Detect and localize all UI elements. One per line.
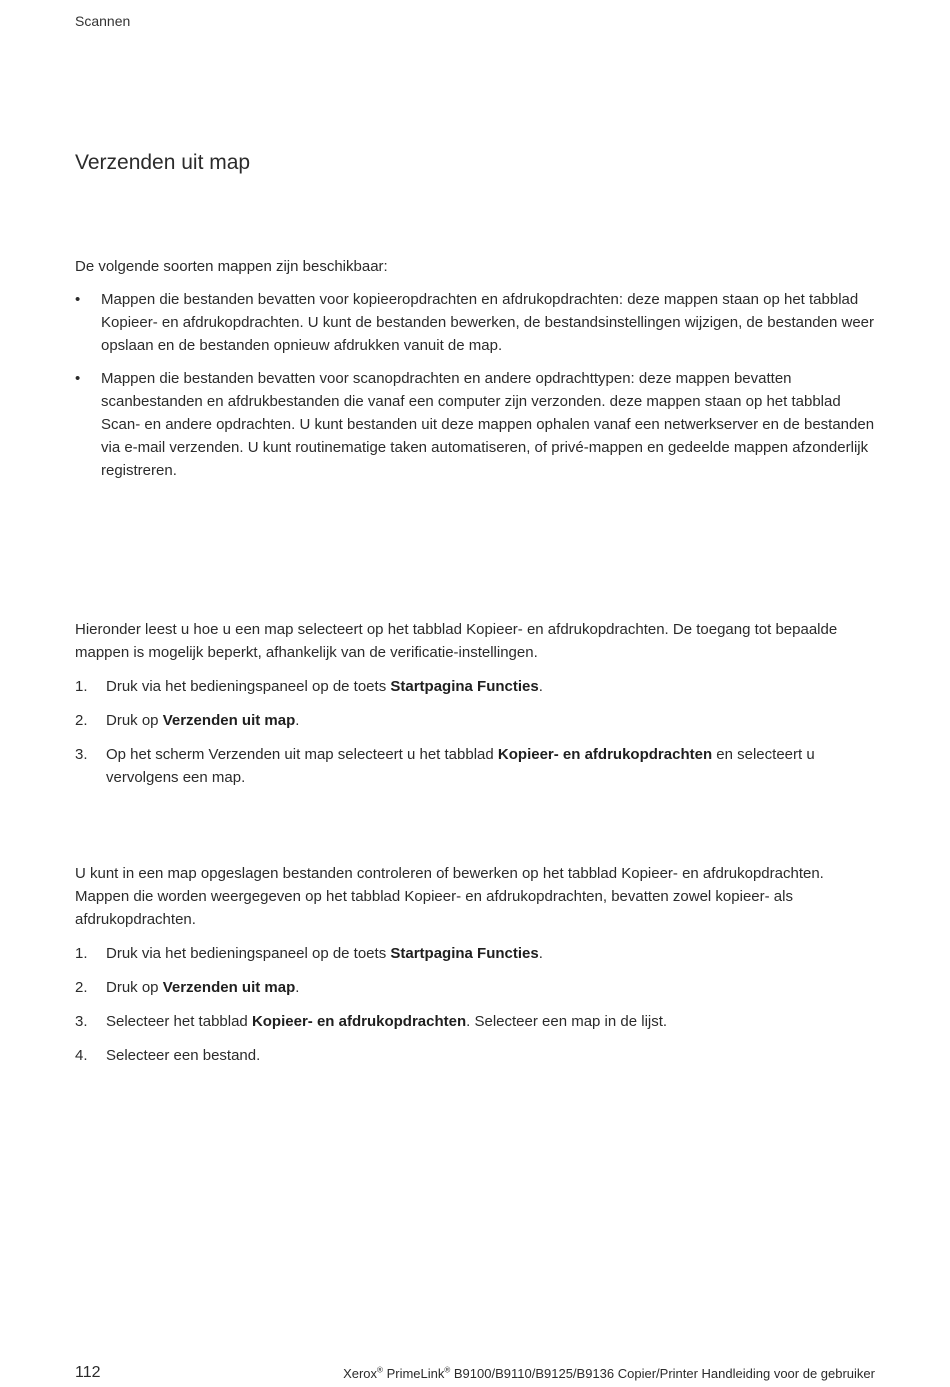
section-title: Verzenden uit map bbox=[75, 151, 251, 174]
step-tail: . bbox=[295, 712, 300, 729]
select-folder-lead: Hieronder leest u hoe u een map selecteert op het tabblad Kopieer- en afdrukopdrachten. De toegang tot bepaalde mappen is mogelijk beperkt, afhankelijk van de verificatie-instellingen. bbox=[75, 621, 838, 661]
intro-block bbox=[75, 255, 875, 492]
select-folder-block bbox=[75, 618, 875, 800]
step-number: 3. bbox=[75, 1013, 88, 1030]
step-bold: Verzenden uit map bbox=[162, 712, 296, 729]
step-bold: Startpagina Functies bbox=[390, 678, 539, 695]
bullet-icon: • bbox=[75, 370, 81, 387]
step-text: Op het scherm Verzenden uit map selecteert u het tabblad bbox=[106, 746, 498, 763]
folder-types-list bbox=[75, 288, 875, 482]
list-item bbox=[75, 367, 875, 482]
step-bold: Kopieer- en afdrukopdrachten bbox=[251, 1013, 467, 1030]
step-number: 3. bbox=[75, 746, 88, 763]
step-item bbox=[75, 743, 875, 789]
registered-mark: ® bbox=[444, 1365, 451, 1375]
step-tail: . bbox=[295, 979, 300, 996]
step-number: 4. bbox=[75, 1047, 88, 1064]
footer-product-title bbox=[343, 1366, 875, 1381]
footer-brand: Xerox bbox=[343, 1366, 378, 1381]
chapter-header: Scannen bbox=[75, 13, 131, 29]
list-item bbox=[75, 288, 875, 357]
step-bold: Kopieer- en afdrukopdrachten bbox=[497, 746, 713, 763]
step-item bbox=[75, 1044, 875, 1067]
step-item bbox=[75, 709, 875, 732]
footer-product: PrimeLink bbox=[386, 1366, 445, 1381]
check-files-steps bbox=[75, 942, 875, 1067]
step-tail: en selecteert u vervolgens een map. bbox=[106, 746, 815, 786]
step-bold: Startpagina Functies bbox=[390, 945, 539, 962]
step-item bbox=[75, 675, 875, 698]
step-tail: . Selecteer een map in de lijst. bbox=[466, 1013, 668, 1030]
step-number: 2. bbox=[75, 712, 88, 729]
step-text: Druk via het bedieningspaneel op de toets bbox=[106, 678, 391, 695]
step-text: Druk via het bedieningspaneel op de toets bbox=[106, 945, 391, 962]
step-text: Druk op bbox=[106, 712, 163, 729]
step-item bbox=[75, 942, 875, 965]
bullet-text: Mappen die bestanden bevatten voor kopieeropdrachten en afdrukopdrachten: deze mappen staan op het tabblad Kopieer- en afdrukopdrachten. U kunt de bestanden bewerken, de bestandsinstellingen wijzigen, de bestanden weer opslaan en de bestanden opnieuw afdrukken vanuit de map. bbox=[101, 291, 875, 354]
check-files-block bbox=[75, 862, 875, 1078]
step-tail: . bbox=[538, 945, 543, 962]
step-bold: Verzenden uit map bbox=[162, 979, 296, 996]
bullet-icon: • bbox=[75, 291, 81, 308]
step-text: Druk op bbox=[106, 979, 163, 996]
step-item bbox=[75, 1010, 875, 1033]
step-number: 1. bbox=[75, 945, 88, 962]
step-text: Selecteer een bestand. bbox=[106, 1047, 261, 1064]
bullet-text: Mappen die bestanden bevatten voor scanopdrachten en andere opdrachttypen: deze mappen bevatten scanbestanden en afdrukbestanden die vanaf een computer zijn verzonden. deze mappen staan op het tabblad Scan- en andere opdrachten. U kunt bestanden uit deze mappen ophalen vanaf een netwerkserver en de bestanden via e-mail verzenden. U kunt routinematige taken automatiseren, of privé-mappen en gedeelde mappen afzonderlijk registreren. bbox=[101, 370, 875, 479]
step-number: 1. bbox=[75, 678, 88, 695]
step-number: 2. bbox=[75, 979, 88, 996]
registered-mark: ® bbox=[377, 1365, 383, 1375]
select-folder-steps bbox=[75, 675, 875, 789]
step-text: Selecteer het tabblad bbox=[106, 1013, 252, 1030]
page-number: 112 bbox=[75, 1364, 101, 1381]
step-item bbox=[75, 976, 875, 999]
intro-lead: De volgende soorten mappen zijn beschikbaar: bbox=[75, 258, 388, 275]
footer-models: B9100/B9110/B9125/B9136 Copier/Printer Handleiding voor de gebruiker bbox=[453, 1366, 875, 1381]
check-files-lead: U kunt in een map opgeslagen bestanden controleren of bewerken op het tabblad Kopieer- en afdrukopdrachten. Mappen die worden weergegeven op het tabblad Kopieer- en afdrukopdrachten, bevatten zowel kopieer- als afdrukopdrachten. bbox=[75, 865, 824, 928]
step-tail: . bbox=[538, 678, 543, 695]
